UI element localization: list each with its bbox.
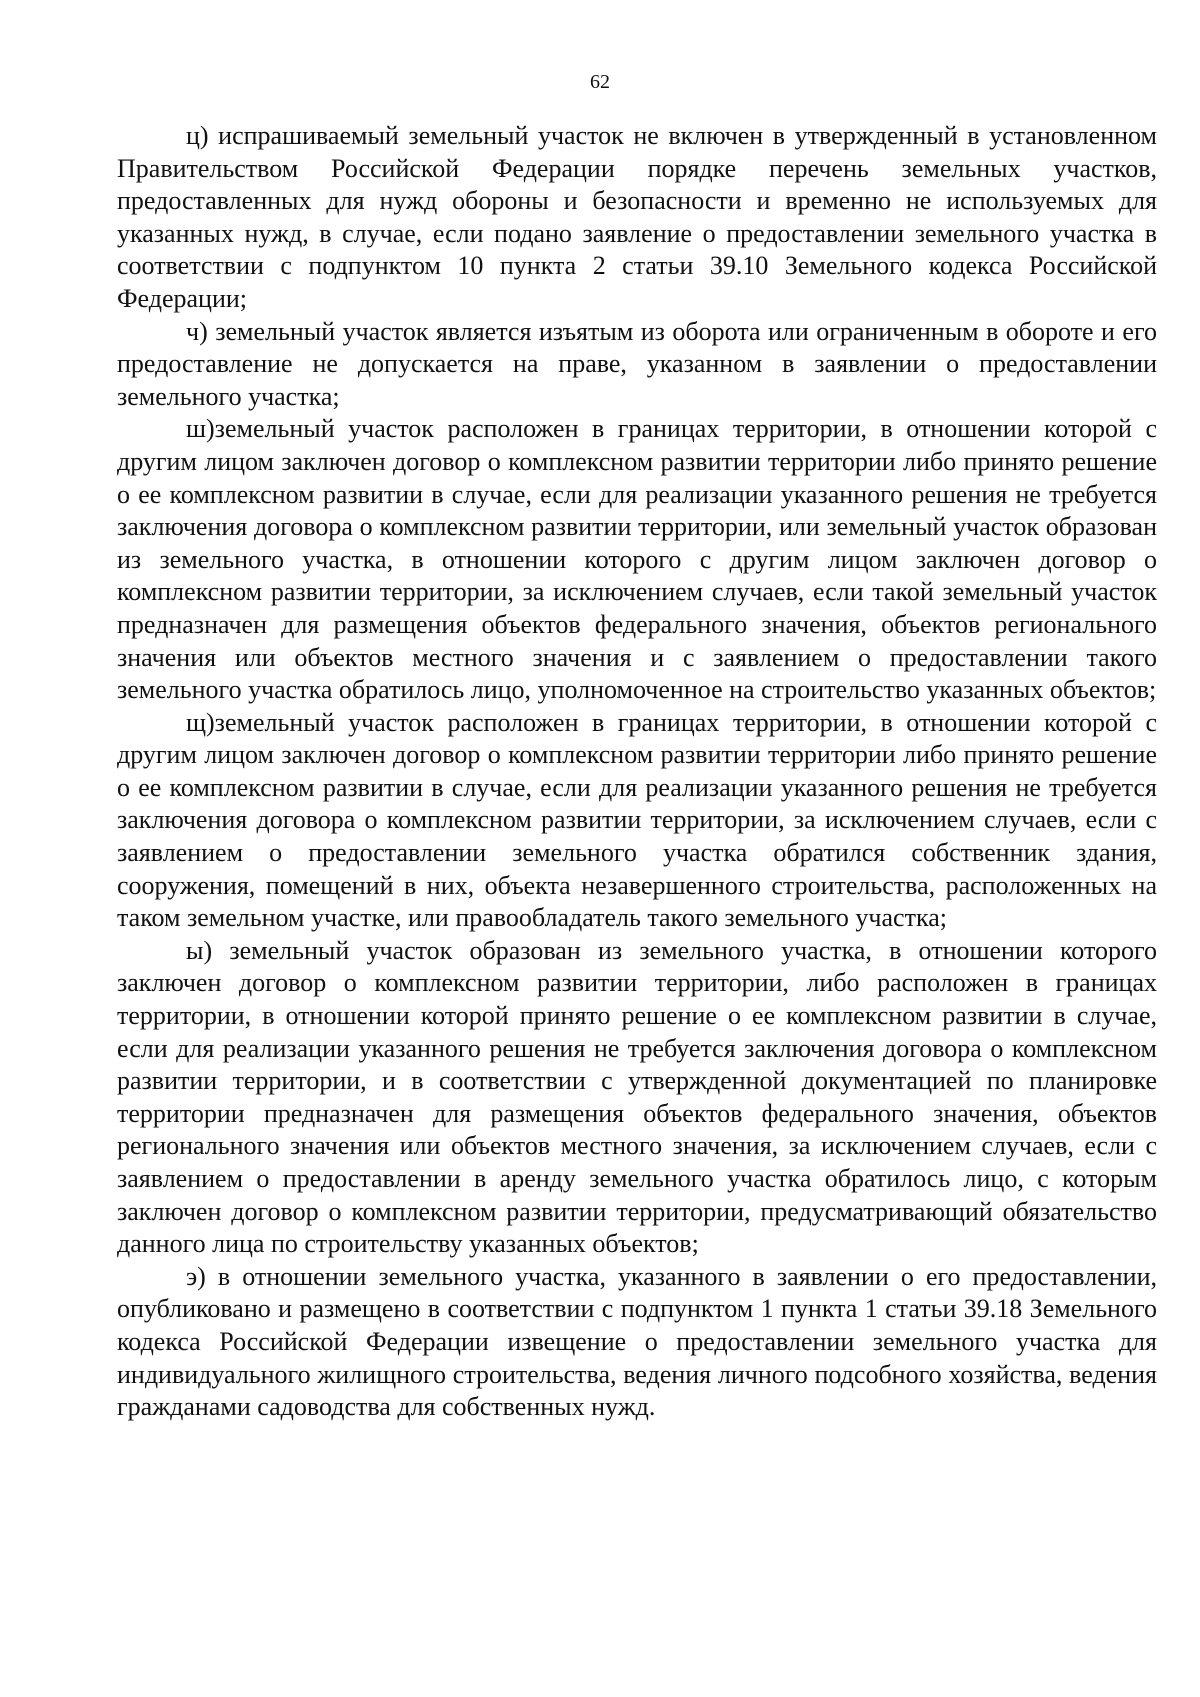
paragraph-e: э) в отношении земельного участка, указанного в заявлении о его предоставлении, опубликовано и размещено в соответствии с подпунктом 1 пункта 1 статьи 39.18 Земельного кодекса Российской Федерации извещение о предоставлении земельного участка для индивидуального жилищного строительства, ведения личного подсобного хозяйства, ведения гражданами садоводства для собственных нужд.	[117, 1261, 1157, 1422]
paragraph-sh: ш)земельный участок расположен в границах территории, в отношении которой с другим лицом заключен договор о комплексном развитии территории либо принято решение о ее комплексном развитии в случае, если для реализации указанного решения не требуется заключения договора о комплексном развитии территории, или земельный участок образован из земельного участка, в отношении которого с другим лицом заключен договор о комплексном развитии территории, за исключением случаев, если такой земельный участок предназначен для размещения объектов федерального значения, объектов регионального значения или объектов местного значения и с заявлением о предоставлении такого земельного участка обратилось лицо, уполномоченное на строительство указанных объектов;	[117, 414, 1157, 705]
document-body	[117, 120, 1157, 1424]
paragraph-ts: ц) испрашиваемый земельный участок не включен в утвержденный в установленном Правительством Российской Федерации порядке перечень земельных участков, предоставленных для нужд обороны и безопасности и временно не используемых для указанных нужд, в случае, если подано заявление о предоставлении земельного участка в соответствии с подпунктом 10 пункта 2 статьи 39.10 Земельного кодекса Российской Федерации;	[117, 121, 1157, 313]
paragraph-ch: ч) земельный участок является изъятым из оборота или ограниченным в обороте и его предоставление не допускается на праве, указанном в заявлении о предоставлении земельного участка;	[117, 316, 1157, 411]
paragraph-y: ы) земельный участок образован из земельного участка, в отношении которого заключен договор о комплексном развитии территории, либо расположен в границах территории, в отношении которой принято решение о ее комплексном развитии в случае, если для реализации указанного решения не требуется заключения договора о комплексном развитии территории, и в соответствии с утвержденной документацией по планировке территории предназначен для размещения объектов федерального значения, объектов регионального значения или объектов местного значения, за исключением случаев, если с заявлением о предоставлении в аренду земельного участка обратилось лицо, с которым заключен договор о комплексном развитии территории, предусматривающий обязательство данного лица по строительству указанных объектов;	[117, 935, 1157, 1259]
page-number: 62	[590, 71, 610, 93]
paragraph-shch: щ)земельный участок расположен в границах территории, в отношении которой с другим лицом заключен договор о комплексном развитии территории либо принято решение о ее комплексном развитии в случае, если для реализации указанного решения не требуется заключения договора о комплексном развитии территории, за исключением случаев, если с заявлением о предоставлении земельного участка обратился собственник здания, сооружения, помещений в них, объекта незавершенного строительства, расположенных на таком земельном участке, или правообладатель такого земельного участка;	[117, 707, 1157, 933]
